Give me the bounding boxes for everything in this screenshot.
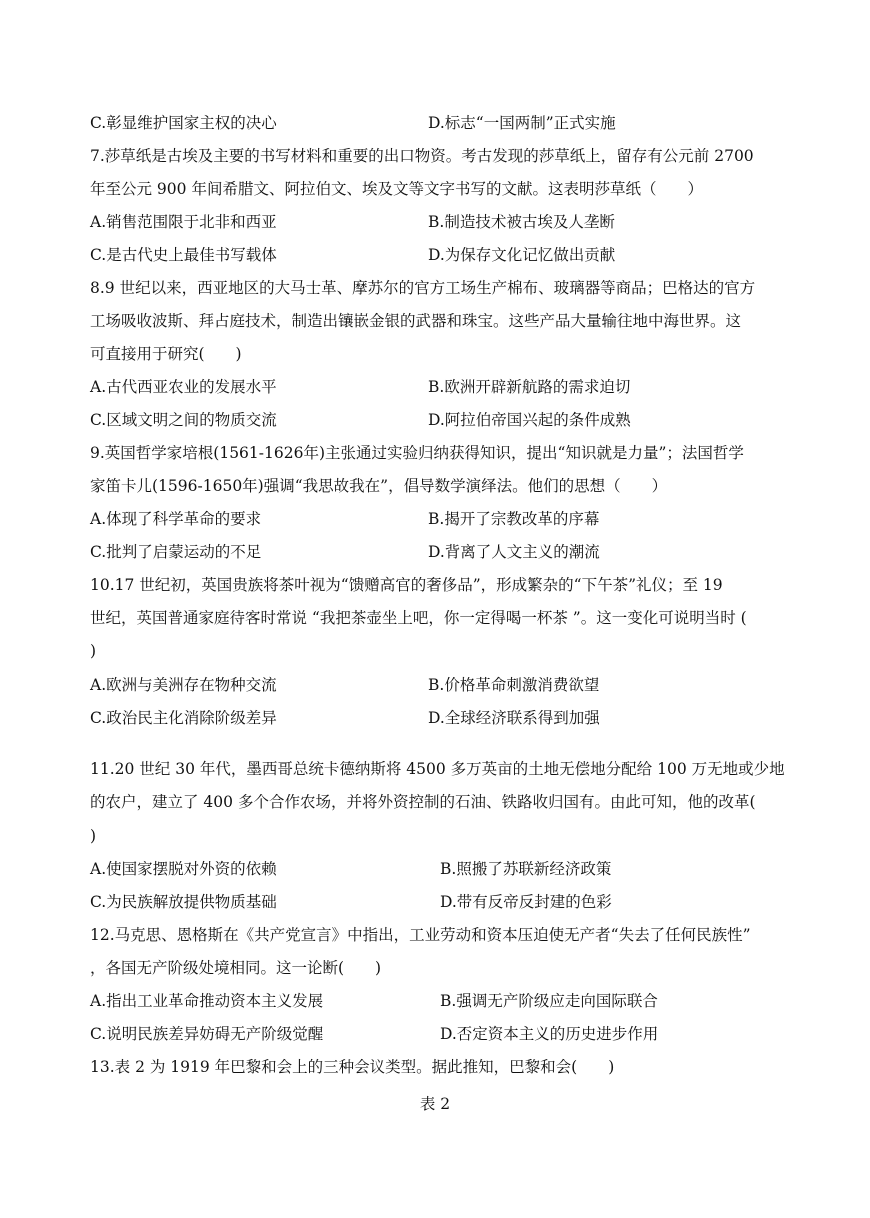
q9-option-d: D.背离了人文主义的潮流: [428, 543, 600, 561]
q12-option-a: A.指出工业革命推动资本主义发展: [90, 992, 324, 1010]
q10-option-a: A.欧洲与美洲存在物种交流: [90, 676, 277, 694]
q11-option-b: B.照搬了苏联新经济政策: [440, 860, 612, 878]
q7-options-ab: [90, 211, 780, 233]
q8-option-b: B.欧洲开辟新航路的需求迫切: [428, 378, 631, 396]
q9-option-a: A.体现了科学革命的要求: [90, 510, 262, 528]
q8-option-a: A.古代西亚农业的发展水平: [90, 378, 277, 396]
q11-option-d: D.带有反帝反封建的色彩: [440, 893, 612, 911]
q9-stem-line-1: 9.英国哲学家培根(1561-1626年)主张通过实验归纳获得知识，提出“知识就是力量”；法国哲学: [90, 444, 744, 462]
q8-stem-line-2: 工场吸收波斯、拜占庭技术，制造出镶嵌金银的武器和珠宝。这些产品大量输往地中海世界。这: [90, 312, 742, 330]
q7-option-c: C.是古代史上最佳书写载体: [90, 246, 277, 264]
q7-stem-line-1: 7.莎草纸是古埃及主要的书写材料和重要的出口物资。考古发现的莎草纸上，留存有公元前 2700: [90, 147, 754, 165]
q12-option-d: D.否定资本主义的历史进步作用: [440, 1025, 659, 1043]
q7-option-a: A.销售范围限于北非和西亚: [90, 213, 277, 231]
q6-option-c: C.彰显维护国家主权的决心: [90, 114, 277, 132]
table-caption: 表 2: [419, 1095, 451, 1113]
q10-option-b: B.价格革命刺激消费欲望: [428, 676, 600, 694]
q7-option-b: B.制造技术被古埃及人垄断: [428, 213, 615, 231]
q11-option-a: A.使国家摆脱对外资的依赖: [90, 860, 277, 878]
q13-stem-line-1: 13.表 2 为 1919 年巴黎和会上的三种会议类型。据此推知，巴黎和会( ): [90, 1058, 615, 1076]
q9-option-c: C.批判了启蒙运动的不足: [90, 543, 262, 561]
q10-stem-line-1: 10.17 世纪初，英国贵族将茶叶视为“馈赠高官的奢侈品”，形成繁杂的“下午茶”礼仪；至 19: [90, 576, 723, 594]
q10-option-d: D.全球经济联系得到加强: [428, 709, 600, 727]
q8-stem-line-3: 可直接用于研究( ): [90, 345, 242, 363]
q10-options-cd: [90, 707, 780, 729]
q12-options-ab: [90, 990, 780, 1012]
q11-option-c: C.为民族解放提供物质基础: [90, 893, 277, 911]
q8-options-cd: [90, 409, 780, 431]
q7-options-cd: [90, 244, 780, 266]
q12-option-b: B.强调无产阶级应走向国际联合: [440, 992, 658, 1010]
q6-options-cd: [90, 112, 780, 134]
q10-stem-line-2: 世纪，英国普通家庭待客时常说 “我把茶壶坐上吧，你一定得喝一杯茶 ”。这一变化可说明当时 (: [90, 609, 747, 627]
q7-option-d: D.为保存文化记忆做出贡献: [428, 246, 616, 264]
q8-option-d: D.阿拉伯帝国兴起的条件成熟: [428, 411, 631, 429]
q11-stem-line-1: 11.20 世纪 30 年代，墨西哥总统卡德纳斯将 4500 多万英亩的土地无偿地分配给 100 万无地或少地: [90, 760, 785, 778]
q9-stem-line-2: 家笛卡儿(1596-1650年)强调“我思故我在”，倡导数学演绎法。他们的思想（ ）: [90, 477, 668, 495]
q10-options-ab: [90, 674, 780, 696]
q12-option-c: C.说明民族差异妨碍无产阶级觉醒: [90, 1025, 324, 1043]
q10-stem-line-3: ): [90, 642, 97, 660]
q9-option-b: B.揭开了宗教改革的序幕: [428, 510, 600, 528]
q7-stem-line-2: 年至公元 900 年间希腊文、阿拉伯文、埃及文等文字书写的文献。这表明莎草纸（ ）: [90, 180, 703, 198]
q9-options-ab: [90, 508, 780, 530]
q9-options-cd: [90, 541, 780, 563]
q10-option-c: C.政治民主化消除阶级差异: [90, 709, 277, 727]
q12-options-cd: [90, 1023, 780, 1045]
q8-options-ab: [90, 376, 780, 398]
q8-stem-line-1: 8.9 世纪以来，西亚地区的大马士革、摩苏尔的官方工场生产棉布、玻璃器等商品；巴格达的官方: [90, 279, 756, 297]
q11-options-cd: [90, 891, 780, 913]
q11-stem-line-2: 的农户，建立了 400 多个合作农场，并将外资控制的石油、铁路收归国有。由此可知，他的改革(: [90, 793, 756, 811]
q6-option-d: D.标志“一国两制”正式实施: [428, 114, 616, 132]
q11-stem-line-3: ): [90, 827, 97, 845]
q11-options-ab: [90, 858, 780, 880]
q8-option-c: C.区域文明之间的物质交流: [90, 411, 277, 429]
q12-stem-line-1: 12.马克思、恩格斯在《共产党宣言》中指出，工业劳动和资本压迫使无产者“失去了任何民族性”: [90, 926, 751, 944]
q12-stem-line-2: ，各国无产阶级处境相同。这一论断( ): [90, 959, 382, 977]
